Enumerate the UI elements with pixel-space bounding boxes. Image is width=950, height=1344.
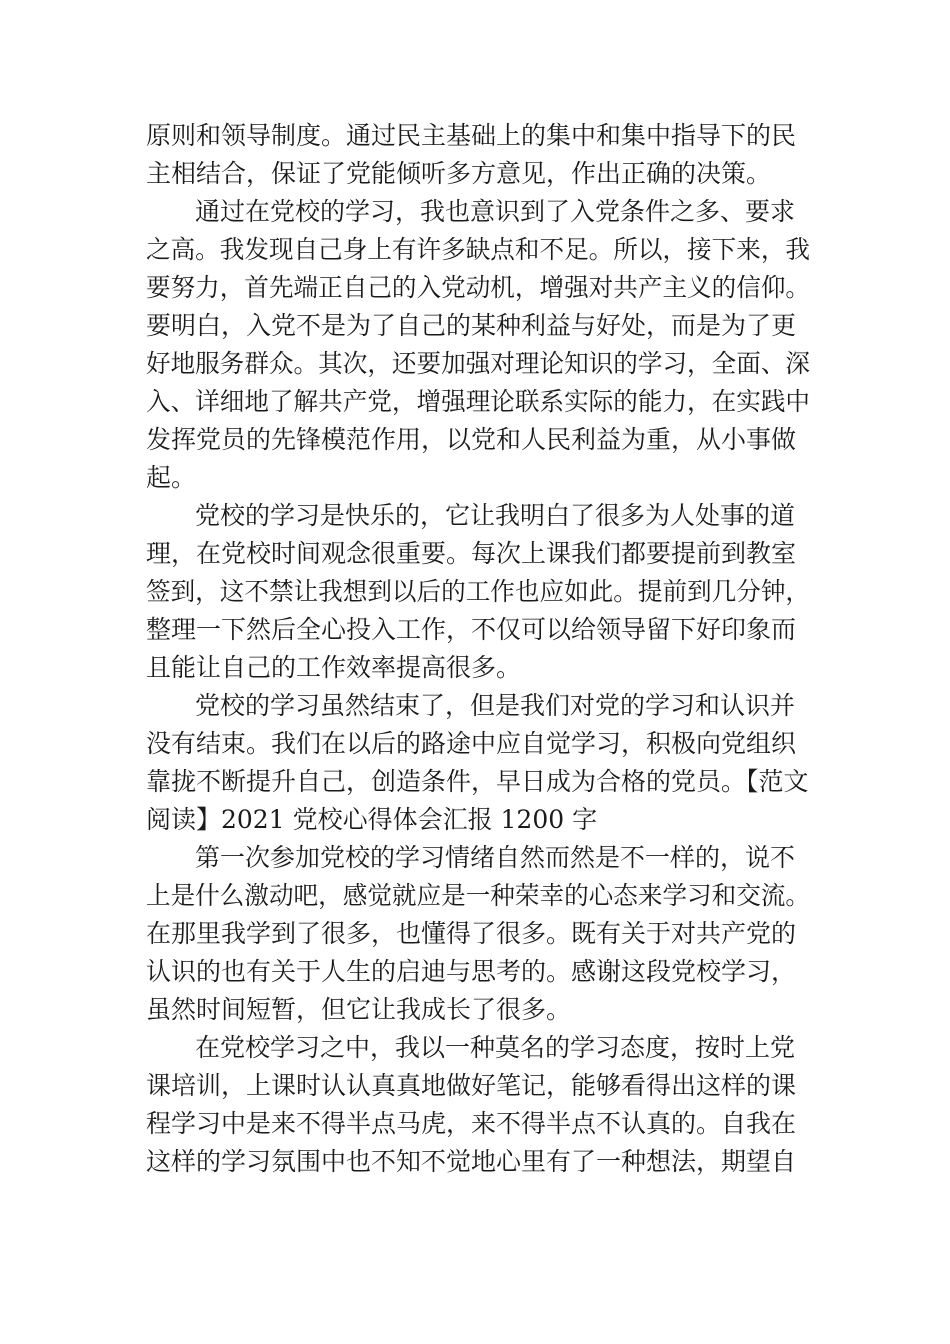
text-line: 理，在党校时间观念很重要。每次上课我们都要提前到教室 (146, 539, 797, 568)
text-line: 靠拢不断提升自己，创造条件，早日成为合格的党员。【范文 (146, 767, 809, 796)
text-line: 这样的学习氛围中也不知不觉地心里有了一种想法，期望自 (146, 1147, 797, 1176)
text-line: 主相结合，保证了党能倾听多方意见，作出正确的决策。 (146, 159, 772, 188)
text-line: 程学习中是来不得半点马虎，来不得半点不认真的。自我在 (146, 1109, 797, 1138)
text-line: 在那里我学到了很多，也懂得了很多。既有关于对共产党的 (146, 919, 797, 948)
text-line: 要明白，入党不是为了自己的某种利益与好处，而是为了更 (146, 311, 797, 340)
text-line: 且能让自己的工作效率提高很多。 (146, 653, 522, 682)
paragraph-first-line: 党校的学习虽然结束了，但是我们对党的学习和认识并 (195, 691, 796, 720)
paragraph-first-line: 第一次参加党校的学习情绪自然而然是不一样的，说不 (195, 843, 796, 872)
text-line: 发挥党员的先锋模范作用，以党和人民利益为重，从小事做 (146, 425, 797, 454)
text-line: 之高。我发现自己身上有许多缺点和不足。所以，接下来，我 (146, 235, 811, 264)
text-line: 好地服务群众。其次，还要加强对理论知识的学习，全面、深 (146, 349, 811, 378)
text-line: 没有结束。我们在以后的路途中应自觉学习，积极向党组织 (146, 729, 797, 758)
text-line: 虽然时间短暂，但它让我成长了很多。 (146, 995, 572, 1024)
text-line: 原则和领导制度。通过民主基础上的集中和集中指导下的民 (146, 121, 797, 150)
text-line: 整理一下然后全心投入工作，不仅可以给领导留下好印象而 (146, 615, 797, 644)
text-line: 阅读】2021 党校心得体会汇报 1200 字 (146, 805, 598, 834)
text-line: 要努力，首先端正自己的入党动机，增强对共产主义的信仰。 (146, 273, 811, 302)
text-line: 签到，这不禁让我想到以后的工作也应如此。提前到几分钟， (146, 577, 811, 606)
paragraph-first-line: 党校的学习是快乐的，它让我明白了很多为人处事的道 (195, 501, 796, 530)
text-line: 认识的也有关于人生的启迪与思考的。感谢这段党校学习， (146, 957, 797, 986)
text-line: 起。 (146, 463, 197, 492)
text-line: 上是什么激动吧，感觉就应是一种荣幸的心态来学习和交流。 (146, 881, 811, 910)
paragraph-first-line: 在党校学习之中，我以一种莫名的学习态度，按时上党 (195, 1033, 796, 1062)
document-body (146, 117, 810, 1181)
text-line: 课培训，上课时认认真真地做好笔记，能够看得出这样的课 (146, 1071, 797, 1100)
text-line: 入、详细地了解共产党，增强理论联系实际的能力，在实践中 (146, 387, 811, 416)
paragraph-first-line: 通过在党校的学习，我也意识到了入党条件之多、要求 (195, 197, 796, 226)
